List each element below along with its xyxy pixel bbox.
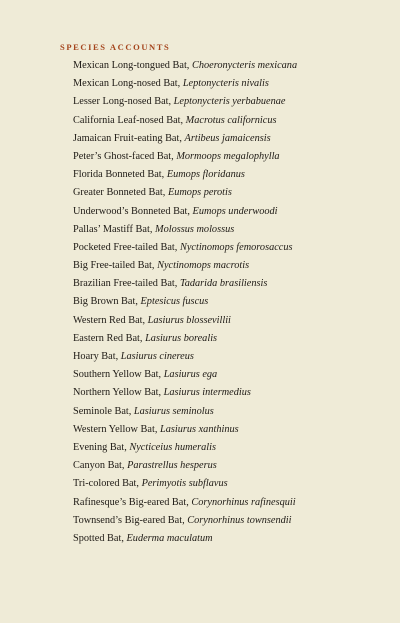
scientific-name: Eptesicus fuscus: [140, 296, 209, 308]
common-name: Seminole Bat,: [73, 405, 132, 417]
common-name: California Leaf-nosed Bat,: [73, 114, 184, 126]
common-name: Pocketed Free-tailed Bat,: [73, 241, 178, 253]
common-name: Jamaican Fruit-eating Bat,: [73, 132, 182, 144]
scientific-name: Choeronycteris mexicana: [191, 60, 298, 71]
scientific-name: Perimyotis subflavus: [141, 478, 228, 490]
scientific-name: Lasiurus ega: [163, 369, 218, 381]
species-entry: [73, 75, 297, 93]
species-entry: [73, 166, 297, 184]
species-entry: [73, 457, 297, 475]
common-name: Peter’s Ghost-faced Bat,: [73, 150, 174, 162]
species-entry: [73, 112, 297, 130]
species-entry: [73, 494, 297, 512]
common-name: Spotted Bat,: [73, 532, 124, 544]
scientific-name: Nycticeius humeralis: [129, 441, 216, 453]
common-name: Tri-colored Bat,: [73, 478, 139, 490]
common-name: Big Brown Bat,: [73, 296, 138, 308]
species-entry: [73, 384, 297, 402]
common-name: Lesser Long-nosed Bat,: [73, 96, 172, 108]
scientific-name: Macrotus californicus: [185, 114, 277, 126]
common-name: Southern Yellow Bat,: [73, 369, 162, 381]
species-entry: [73, 403, 297, 421]
species-list: [73, 57, 297, 548]
scientific-name: Lasiurus blossevillii: [147, 314, 231, 326]
scientific-name: Lasiurus borealis: [145, 332, 218, 344]
scientific-name: Lasiurus cinereus: [120, 351, 194, 362]
common-name: Underwood’s Bonneted Bat,: [73, 205, 190, 217]
common-name: Townsend’s Big-eared Bat,: [73, 514, 185, 526]
scientific-name: Artibeus jamaicensis: [184, 132, 271, 144]
scientific-name: Tadarida brasiliensis: [179, 278, 268, 290]
common-name: Eastern Red Bat,: [73, 332, 143, 344]
species-entry: [73, 421, 297, 439]
common-name: Mexican Long-tongued Bat,: [73, 60, 190, 71]
species-entry: [73, 184, 297, 202]
section-heading: SPECIES ACCOUNTS: [60, 42, 171, 52]
common-name: Western Yellow Bat,: [73, 423, 158, 435]
species-entry: [73, 312, 297, 330]
scientific-name: Leptonycteris nivalis: [182, 78, 269, 90]
common-name: Florida Bonneted Bat,: [73, 169, 165, 181]
species-entry: [73, 130, 297, 148]
species-entry: [73, 203, 297, 221]
species-entry: [73, 293, 297, 311]
scientific-name: Eumops underwoodi: [192, 205, 278, 217]
species-entry: [73, 93, 297, 111]
common-name: Greater Bonneted Bat,: [73, 187, 166, 199]
species-entry: [73, 530, 297, 548]
common-name: Evening Bat,: [73, 441, 127, 453]
common-name: Brazilian Free-tailed Bat,: [73, 278, 178, 290]
species-entry: [73, 221, 297, 239]
species-entry: [73, 348, 297, 366]
scientific-name: Mormoops megalophylla: [176, 150, 280, 162]
scientific-name: Lasiurus seminolus: [133, 405, 214, 417]
scientific-name: Corynorhinus rafinesquii: [191, 496, 296, 508]
species-entry: [73, 257, 297, 275]
common-name: Mexican Long-nosed Bat,: [73, 78, 181, 90]
scientific-name: Eumops floridanus: [166, 169, 245, 181]
scientific-name: Leptonycteris yerbabuenae: [173, 96, 286, 108]
scientific-name: Eumops perotis: [167, 187, 232, 199]
species-entry: [73, 512, 297, 530]
common-name: Big Free-tailed Bat,: [73, 260, 155, 272]
common-name: Hoary Bat,: [73, 351, 119, 362]
species-entry: [73, 148, 297, 166]
species-entry: [73, 475, 297, 493]
scientific-name: Corynorhinus townsendii: [187, 514, 292, 526]
scientific-name: Nyctinomops macrotis: [157, 260, 250, 272]
common-name: Pallas’ Mastiff Bat,: [73, 223, 153, 235]
scientific-name: Parastrellus hesperus: [127, 460, 217, 472]
species-entry: [73, 275, 297, 293]
scientific-name: Lasiurus intermedius: [163, 387, 251, 399]
species-entry: [73, 366, 297, 384]
scientific-name: Euderma maculatum: [126, 532, 213, 544]
common-name: Rafinesque’s Big-eared Bat,: [73, 496, 189, 508]
species-entry: [73, 330, 297, 348]
species-entry: [73, 57, 297, 75]
scientific-name: Nyctinomops femorosaccus: [179, 241, 293, 253]
species-entry: [73, 239, 297, 257]
scientific-name: Lasiurus xanthinus: [159, 423, 239, 435]
common-name: Western Red Bat,: [73, 314, 146, 326]
scientific-name: Molossus molossus: [155, 223, 235, 235]
species-entry: [73, 439, 297, 457]
common-name: Canyon Bat,: [73, 460, 125, 472]
common-name: Northern Yellow Bat,: [73, 387, 162, 399]
